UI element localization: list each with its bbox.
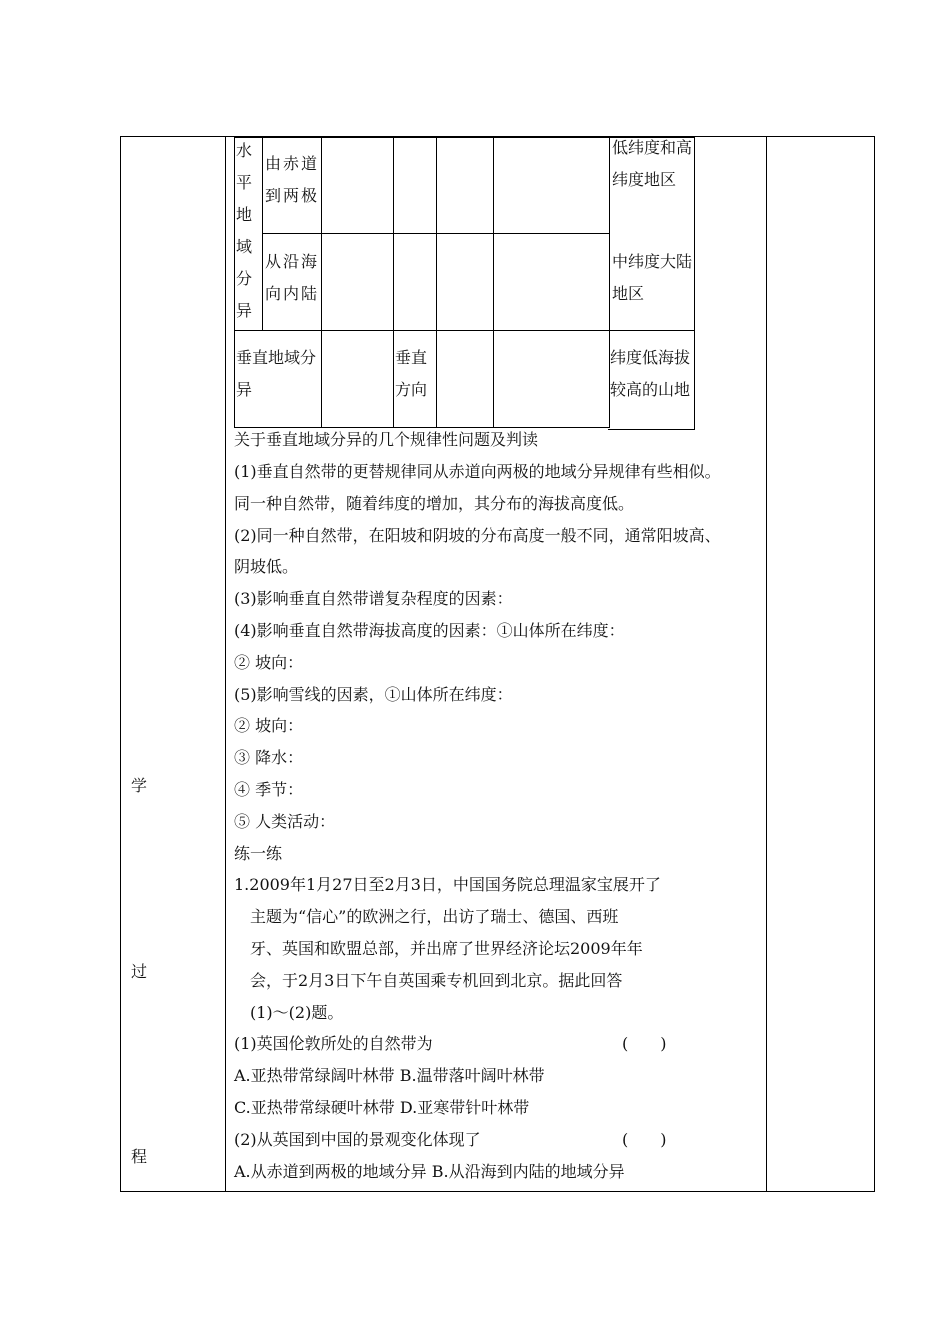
- text-line-1: (1)垂直自然带的更替规律同从赤道向两极的地域分异规律有些相似。: [234, 462, 721, 481]
- left-label-guo: 过: [131, 962, 148, 981]
- inner-vline-d: [436, 137, 437, 428]
- text-line-2: 同一种自然带，随着纬度的增加，其分布的海拔高度低。: [234, 494, 635, 513]
- outer-border-left: [120, 136, 121, 1192]
- inner-hline-2b: [608, 330, 694, 331]
- inner-vline-c: [393, 137, 394, 428]
- text-line-3: (2)同一种自然带，在阳坡和阴坡的分布高度一般不同，通常阳坡高、: [234, 526, 721, 545]
- inner-vline-left: [234, 137, 235, 428]
- sub-question-2: (2)从英国到中国的景观变化体现了: [234, 1130, 481, 1149]
- text-line-9: ② 坡向：: [234, 716, 304, 735]
- text-line-4: 阴坡低。: [234, 557, 299, 576]
- row2-label-vertical-differentiation: 垂直地域分异: [236, 348, 317, 399]
- outer-border-bottom: [120, 1191, 875, 1192]
- question-1-line-2: 主题为“信心”的欧洲之行，出访了瑞士、德国、西班: [250, 907, 619, 926]
- sub-question-1: (1)英国伦敦所处的自然带为: [234, 1034, 433, 1053]
- practice-heading: 练一练: [234, 844, 283, 863]
- text-line-8: (5)影响雪线的因素，①山体所在纬度：: [234, 685, 513, 704]
- left-label-xue: 学: [131, 776, 148, 795]
- column-divider-2: [766, 136, 767, 1192]
- inner-vline-right: [694, 137, 695, 430]
- text-line-5: (3)影响垂直自然带谱复杂程度的因素：: [234, 589, 513, 608]
- answer-bracket-2: ( ): [622, 1130, 667, 1149]
- options-cd-1: C.亚热带常绿硬叶林带 D.亚寒带针叶林带: [234, 1098, 530, 1117]
- inner-hline-2: [234, 330, 610, 331]
- options-ab-2: A.从赤道到两极的地域分异 B.从沿海到内陆的地域分异: [234, 1162, 625, 1181]
- inner-vline-e: [493, 137, 494, 428]
- column-divider-1: [225, 136, 226, 1192]
- left-label-cheng: 程: [131, 1147, 148, 1166]
- text-line-6: (4)影响垂直自然带海拔高度的因素：①山体所在纬度：: [234, 621, 625, 640]
- text-line-11: ④ 季节：: [234, 780, 304, 799]
- question-1-line-4: 会，于2月3日下午自英国乘专机回到北京。据此回答: [250, 971, 623, 990]
- text-line-7: ② 坡向：: [234, 653, 304, 672]
- text-line-12: ⑤ 人类活动：: [234, 812, 336, 831]
- inner-vline-a: [262, 137, 263, 331]
- section-heading: 关于垂直地域分异的几个规律性问题及判读: [234, 430, 539, 449]
- answer-bracket-1: ( ): [622, 1034, 667, 1053]
- row1b-region: 中纬度大陆地区: [612, 252, 693, 303]
- row2-direction: 垂直方向: [395, 348, 428, 399]
- question-1-line-1: 1.2009年1月27日至2月3日，中国国务院总理温家宝展开了: [234, 875, 661, 894]
- question-1-line-3: 牙、英国和欧盟总部，并出席了世界经济论坛2009年年: [250, 939, 643, 958]
- row1b-direction: 从沿海向内陆: [265, 252, 320, 303]
- outer-border-right: [874, 136, 875, 1192]
- question-1-line-5: (1)～(2)题。: [250, 1003, 344, 1022]
- row2-region: 纬度低海拔较高的山地: [610, 348, 691, 399]
- text-line-10: ③ 降水：: [234, 748, 304, 767]
- row1a-direction: 由赤道到两极: [265, 154, 320, 205]
- options-ab-1: A.亚热带常绿阔叶林带 B.温带落叶阔叶林带: [234, 1066, 545, 1085]
- inner-hline-bottom: [234, 427, 610, 428]
- row1a-region: 低纬度和高纬度地区: [612, 138, 693, 189]
- inner-hline-bottom-b: [608, 429, 694, 430]
- row1-label-horizontal-differentiation: 水平地域分异: [236, 141, 253, 320]
